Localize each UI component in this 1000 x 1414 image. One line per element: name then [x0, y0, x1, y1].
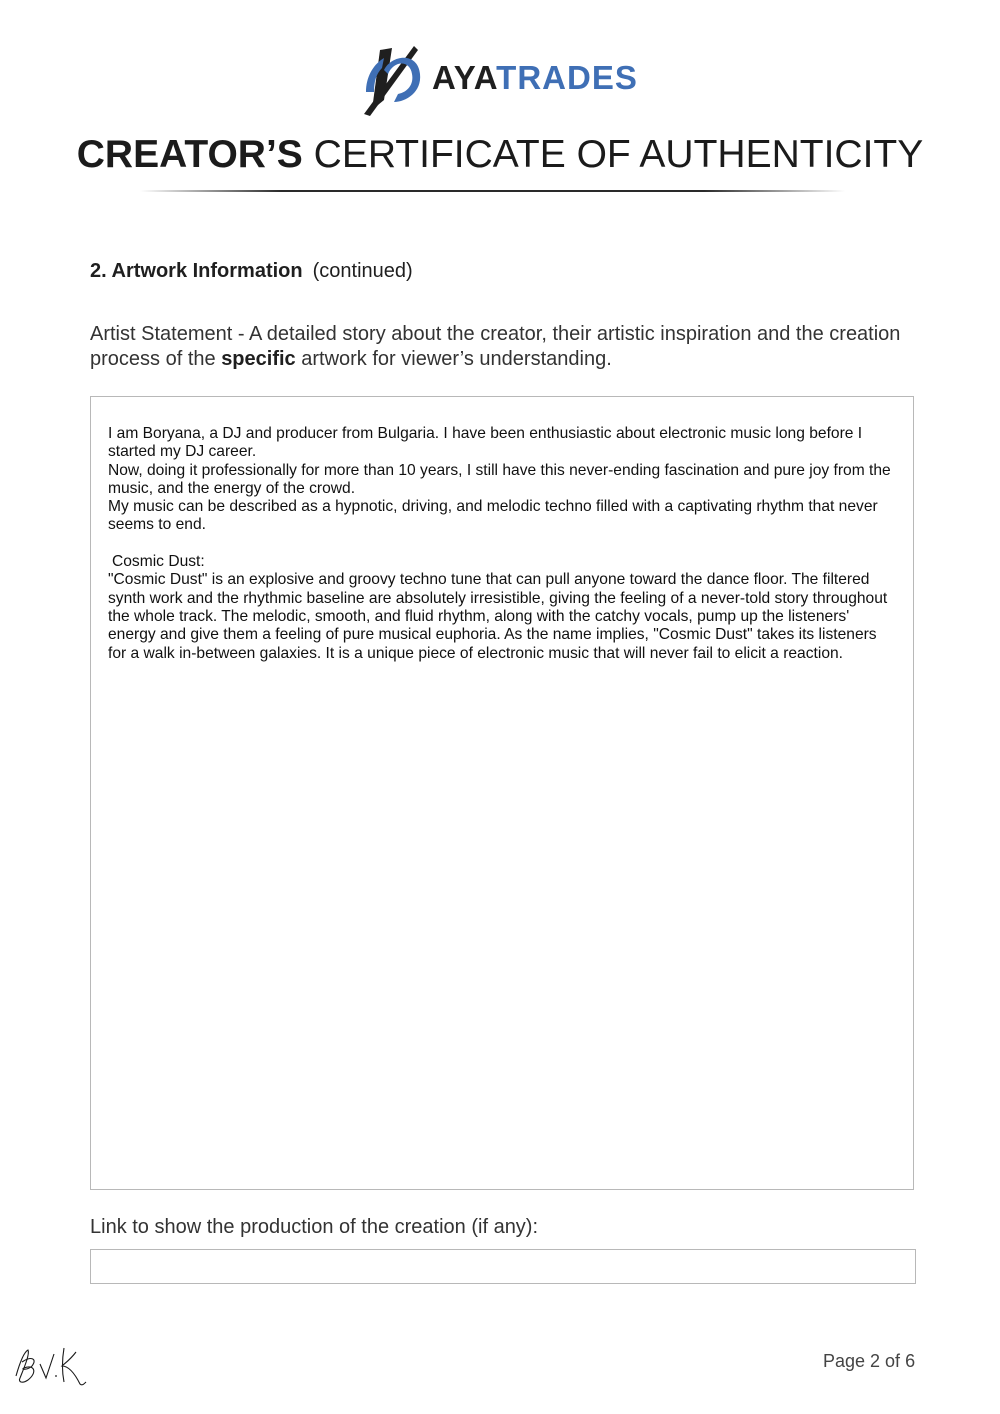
statement-paragraph: I am Boryana, a DJ and producer from Bulgaria. I have been enthusiastic about electronic music long before I started my DJ career.	[108, 425, 863, 461]
section-suffix: (continued)	[312, 260, 413, 282]
brand-name	[432, 58, 638, 98]
statement-paragraph: "Cosmic Dust" is an explosive and groovy techno tune that can pull anyone toward the dance floor. The filtered synth work and the rhythmic baseline are absolutely irresistible, giving the feeling of a never-told story throughout the whole track. The melodic, smooth, and fluid rhythm, along with the catchy vocals, pump up the listeners' energy and give them a feeling of pure musical euphoria. As the name implies, "Cosmic Dust" takes its listeners for a walk in-between galaxies. It is a unique piece of electronic music that will never fail to elicit a reaction.	[108, 571, 888, 662]
artist-statement-field[interactable]	[90, 396, 914, 1190]
artist-statement-prompt	[90, 322, 910, 372]
signature-initials	[10, 1342, 90, 1388]
artwork-name-heading: Cosmic Dust:	[112, 553, 205, 571]
statement-paragraph: Now, doing it professionally for more than 10 years, I still have this never-ending fascination and pure joy from the music, and the energy of the crowd.	[108, 461, 891, 497]
prompt-part1: Artist Statement - A detailed story about the creator, their artistic inspiration and the creation process of the	[90, 323, 901, 370]
brand-name-part2: TRADES	[496, 59, 638, 96]
production-link-field[interactable]	[90, 1249, 916, 1284]
production-link-label: Link to show the production of the creation (if any):	[90, 1216, 539, 1238]
document-title	[0, 132, 1000, 178]
title-rest: CERTIFICATE OF AUTHENTICITY	[313, 133, 924, 176]
brand-logo	[362, 40, 642, 116]
prompt-part2: artwork for viewer’s understanding.	[295, 348, 612, 370]
page-number: Page 2 of 6	[823, 1351, 916, 1371]
ayatrades-logo-icon	[362, 40, 424, 116]
statement-paragraph: My music can be described as a hypnotic, driving, and melodic techno filled with a captivating rhythm that never seems to end.	[108, 498, 878, 534]
section-heading	[90, 258, 413, 284]
section-title: 2. Artwork Information	[90, 260, 303, 282]
title-bold: CREATOR’S	[76, 133, 303, 176]
brand-name-part1: AYA	[432, 59, 497, 96]
paragraph-gap	[108, 535, 898, 553]
artist-statement-text	[108, 425, 898, 663]
title-divider	[140, 190, 845, 192]
prompt-emphasis: specific	[221, 348, 296, 370]
